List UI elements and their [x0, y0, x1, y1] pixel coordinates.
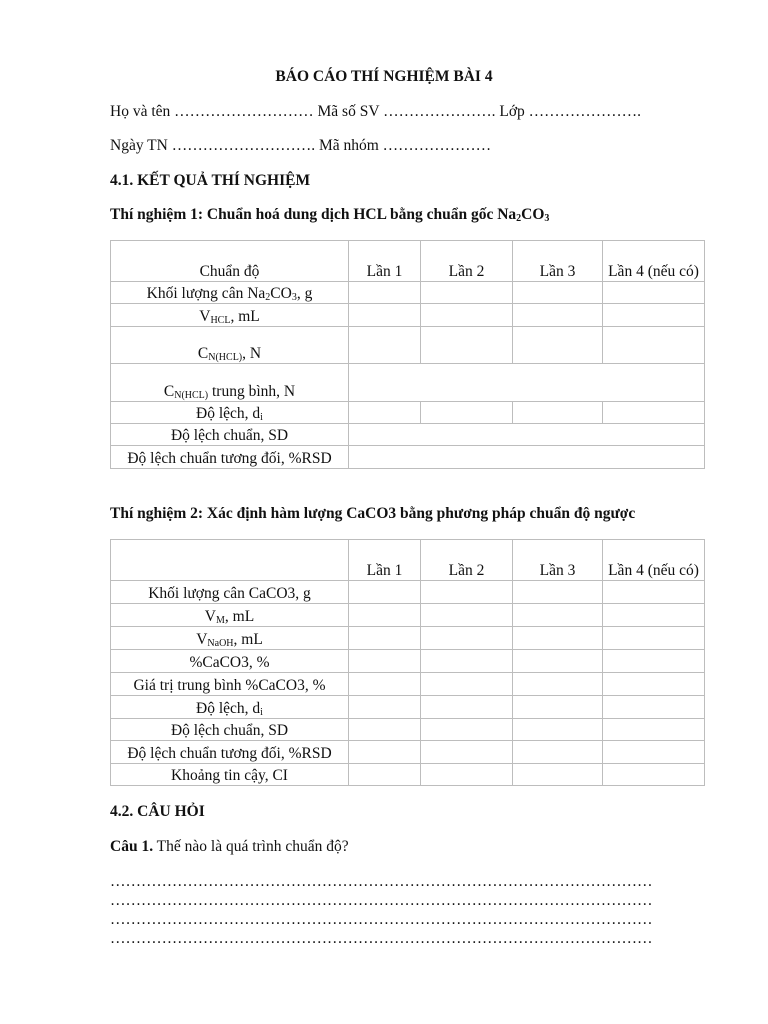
entry-cell[interactable] [603, 673, 705, 696]
header-cell: Lần 4 (nếu có) [603, 540, 705, 581]
entry-cell[interactable] [513, 719, 603, 741]
row-label: Độ lệch chuẩn tương đối, %RSD [111, 741, 349, 764]
entry-cell[interactable] [421, 282, 513, 304]
row-label [111, 627, 349, 650]
entry-cell[interactable] [349, 650, 421, 673]
entry-cell[interactable] [603, 741, 705, 764]
experiment-info-line: Ngày TN ………………………. Mã nhóm ………………… [110, 137, 492, 154]
label-text: V [196, 631, 208, 648]
entry-cell[interactable] [421, 696, 513, 719]
label-text: , mL [224, 608, 255, 625]
row-label [111, 304, 349, 327]
report-title: BÁO CÁO THÍ NGHIỆM BÀI 4 [275, 68, 493, 85]
entry-cell[interactable] [513, 650, 603, 673]
entry-cell[interactable] [421, 673, 513, 696]
entry-cell[interactable] [603, 650, 705, 673]
table-row [111, 604, 705, 627]
section-questions-heading: 4.2. CÂU HỎI [110, 803, 205, 820]
label-text: C [197, 345, 209, 362]
header-cell: Lần 1 [349, 540, 421, 581]
student-info-line: Họ và tên ……………………… Mã số SV …………………. Lớp …………………. [110, 103, 642, 120]
label-text: , mL [233, 631, 263, 648]
question-1 [110, 838, 349, 856]
row-label [111, 696, 349, 719]
entry-cell[interactable] [349, 327, 421, 364]
entry-cell[interactable] [603, 627, 705, 650]
answer-line[interactable]: …………………………………………………………………………………………… [110, 873, 653, 890]
header-cell: Lần 2 [421, 540, 513, 581]
answer-line[interactable]: …………………………………………………………………………………………… [110, 930, 653, 947]
question-1-text: Thế nào là quá trình chuẩn độ? [153, 838, 349, 855]
entry-cell[interactable] [603, 581, 705, 604]
entry-cell[interactable] [603, 327, 705, 364]
header-cell: Lần 1 [349, 241, 421, 282]
question-1-label: Câu 1. [110, 838, 154, 855]
entry-cell[interactable] [349, 719, 421, 741]
label-text: V [199, 308, 211, 325]
row-label: Khối lượng cân CaCO3, g [111, 581, 349, 604]
entry-cell[interactable] [349, 673, 421, 696]
row-label [111, 402, 349, 424]
entry-cell[interactable] [603, 604, 705, 627]
entry-cell[interactable] [421, 627, 513, 650]
label-text: , mL [230, 308, 260, 325]
entry-cell[interactable] [513, 741, 603, 764]
entry-cell[interactable] [513, 627, 603, 650]
entry-cell[interactable] [421, 402, 513, 424]
label-text: Khối lượng cân Na [146, 285, 266, 302]
experiment-2-heading: Thí nghiệm 2: Xác định hàm lượng CaCO3 bằng phương pháp chuẩn độ ngược [110, 505, 636, 522]
exp1-heading-text: Thí nghiệm 1: Chuẩn hoá dung dịch HCL bằng chuẩn gốc Na [110, 206, 517, 223]
merged-entry-cell[interactable] [349, 424, 705, 446]
answer-line[interactable]: …………………………………………………………………………………………… [110, 911, 653, 928]
entry-cell[interactable] [349, 304, 421, 327]
label-sub: i [260, 412, 263, 423]
entry-cell[interactable] [603, 696, 705, 719]
label-text: CO [270, 285, 292, 302]
table-row [111, 696, 705, 719]
label-sub: 2 [265, 292, 271, 303]
table-header-row [111, 540, 705, 581]
label-text: Độ lệch, d [196, 700, 261, 717]
entry-cell[interactable] [421, 327, 513, 364]
label-text: trung bình, N [208, 383, 296, 400]
entry-cell[interactable] [421, 764, 513, 786]
header-cell [111, 540, 349, 581]
header-cell: Lần 4 (nếu có) [603, 241, 705, 282]
entry-cell[interactable] [513, 581, 603, 604]
entry-cell[interactable] [513, 402, 603, 424]
entry-cell[interactable] [349, 764, 421, 786]
row-label [111, 364, 349, 402]
entry-cell[interactable] [603, 402, 705, 424]
label-sub: HCL [210, 315, 231, 326]
header-cell: Lần 3 [513, 241, 603, 282]
table-header-row [111, 241, 705, 282]
table-row [111, 741, 705, 764]
entry-cell[interactable] [349, 741, 421, 764]
label-sub: M [216, 615, 225, 626]
entry-cell[interactable] [421, 304, 513, 327]
table-row [111, 304, 705, 327]
entry-cell[interactable] [513, 764, 603, 786]
row-label: Khoảng tin cậy, CI [111, 764, 349, 786]
label-text: V [204, 608, 216, 625]
table-row [111, 719, 705, 741]
header-cell: Lần 2 [421, 241, 513, 282]
label-sub: N(HCL) [208, 352, 243, 363]
answer-line[interactable]: …………………………………………………………………………………………… [110, 892, 653, 909]
table-row [111, 627, 705, 650]
row-label: Độ lệch chuẩn, SD [111, 719, 349, 741]
header-cell: Lần 3 [513, 540, 603, 581]
table-row [111, 764, 705, 786]
entry-cell[interactable] [421, 650, 513, 673]
row-label: Giá trị trung bình %CaCO3, % [111, 673, 349, 696]
experiment-1-table [110, 240, 705, 469]
row-label: Độ lệch chuẩn tương đối, %RSD [111, 446, 349, 469]
entry-cell[interactable] [349, 402, 421, 424]
table-row [111, 364, 705, 402]
merged-entry-cell[interactable] [349, 364, 705, 402]
entry-cell[interactable] [349, 696, 421, 719]
merged-entry-cell[interactable] [349, 446, 705, 469]
entry-cell[interactable] [421, 719, 513, 741]
entry-cell[interactable] [349, 581, 421, 604]
experiment-2-table [110, 539, 705, 786]
label-text: , N [242, 345, 262, 362]
entry-cell[interactable] [513, 304, 603, 327]
label-text: Độ lệch, d [196, 405, 261, 422]
entry-cell[interactable] [421, 604, 513, 627]
table-row [111, 581, 705, 604]
entry-cell[interactable] [349, 627, 421, 650]
entry-cell[interactable] [349, 282, 421, 304]
entry-cell[interactable] [513, 282, 603, 304]
exp1-heading-text: CO [521, 206, 545, 223]
exp1-heading-sub: 2 [516, 213, 522, 224]
row-label [111, 327, 349, 364]
row-label [111, 282, 349, 304]
header-cell: Chuẩn độ [111, 241, 349, 282]
table-row [111, 673, 705, 696]
entry-cell[interactable] [513, 673, 603, 696]
section-results-heading: 4.1. KẾT QUẢ THÍ NGHIỆM [110, 172, 311, 189]
entry-cell[interactable] [513, 604, 603, 627]
entry-cell[interactable] [513, 696, 603, 719]
entry-cell[interactable] [421, 741, 513, 764]
entry-cell[interactable] [603, 764, 705, 786]
table-row [111, 424, 705, 446]
entry-cell[interactable] [349, 604, 421, 627]
label-sub: NaOH [207, 638, 234, 649]
table-row [111, 446, 705, 469]
label-sub: i [260, 707, 263, 718]
entry-cell[interactable] [421, 581, 513, 604]
entry-cell[interactable] [603, 282, 705, 304]
table-row [111, 282, 705, 304]
row-label: Độ lệch chuẩn, SD [111, 424, 349, 446]
label-text: C [163, 383, 175, 400]
entry-cell[interactable] [513, 327, 603, 364]
experiment-1-heading [110, 206, 549, 224]
table-row [111, 402, 705, 424]
exp1-heading-sub: 3 [544, 213, 550, 224]
label-text: , g [296, 285, 313, 302]
entry-cell[interactable] [603, 719, 705, 741]
table-row [111, 650, 705, 673]
label-sub: N(HCL) [174, 390, 209, 401]
row-label [111, 604, 349, 627]
row-label: %CaCO3, % [111, 650, 349, 673]
entry-cell[interactable] [603, 304, 705, 327]
table-row [111, 327, 705, 364]
label-sub: 3 [291, 292, 297, 303]
